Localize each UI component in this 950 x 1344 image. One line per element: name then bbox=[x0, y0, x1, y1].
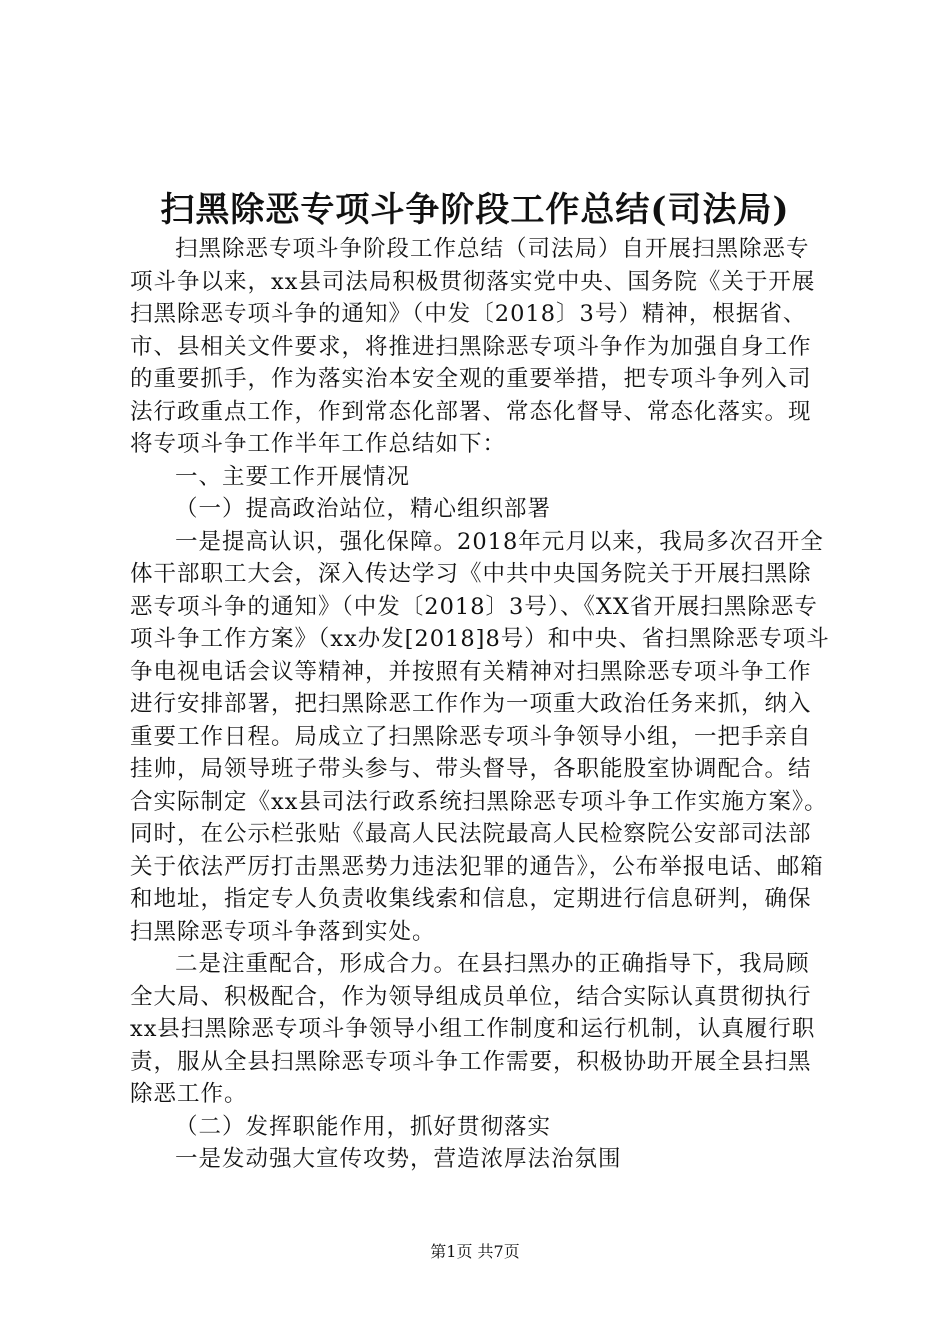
paragraph-improve-awareness: 一是提高认识，强化保障。2018年元月以来，我局多次召开全体干部职工大会，深入传达学习《中共中央国务院关于开展扫黑除恶专项斗争的通知》（中发〔2018〕3号）、《XX省开展扫黑除恶专项斗争工作方案》（xx办发[2018]8号）和中央、省扫黑除恶专项斗争电视电话会议等精神，并按照有关精神对扫黑除恶专项斗争工作进行安排部署，把扫黑除恶工作作为一项重大政治任务来抓，纳入重要工作日程。局成立了扫黑除恶专项斗争领导小组，一把手亲自挂帅，局领导班子带头参与、带头督导，各职能股室协调配合。结合实际制定《xx县司法行政系统扫黑除恶专项斗争工作实施方案》。同时，在公示栏张贴《最高人民法院最高人民检察院公安部司法部关于依法严厉打击黑恶势力违法犯罪的通告》，公布举报电话、邮箱和地址，指定专人负责收集线索和信息，定期进行信息研判，确保扫黑除恶专项斗争落到实处。 bbox=[130, 528, 830, 945]
document-body bbox=[130, 233, 830, 1176]
subsection-heading-2: （二）发挥职能作用，抓好贯彻落实 bbox=[175, 1113, 552, 1140]
page-number-footer: 第1页 共7页 bbox=[430, 1242, 520, 1261]
paragraph-cooperation: 二是注重配合，形成合力。在县扫黑办的正确指导下，我局顾全大局、积极配合，作为领导组成员单位，结合实际认真贯彻执行xx县扫黑除恶专项斗争领导小组工作制度和运行机制，认真履行职责，服从全县扫黑除恶专项斗争工作需要，积极协助开展全县扫黑除恶工作。 bbox=[130, 951, 816, 1107]
document-title: 扫黑除恶专项斗争阶段工作总结(司法局) bbox=[160, 190, 790, 230]
section-heading-main-work: 一、主要工作开展情况 bbox=[175, 463, 411, 490]
subsection-heading-1: （一）提高政治站位，精心组织部署 bbox=[175, 496, 552, 522]
paragraph-publicity: 一是发动强大宣传攻势，营造浓厚法治氛围 bbox=[175, 1146, 622, 1172]
intro-paragraph: 扫黑除恶专项斗争阶段工作总结（司法局）自开展扫黑除恶专项斗争以来，xx县司法局积极贯彻落实党中央、国务院《关于开展扫黑除恶专项斗争的通知》（中发〔2018〕3号）精神，根据省、市、县相关文件要求，将推进扫黑除恶专项斗争作为加强自身工作的重要抓手，作为落实治本安全观的重要举措，把专项斗争列入司法行政重点工作，作到常态化部署、常态化督导、常态化落实。现将专项斗争工作半年工作总结如下： bbox=[130, 236, 816, 457]
